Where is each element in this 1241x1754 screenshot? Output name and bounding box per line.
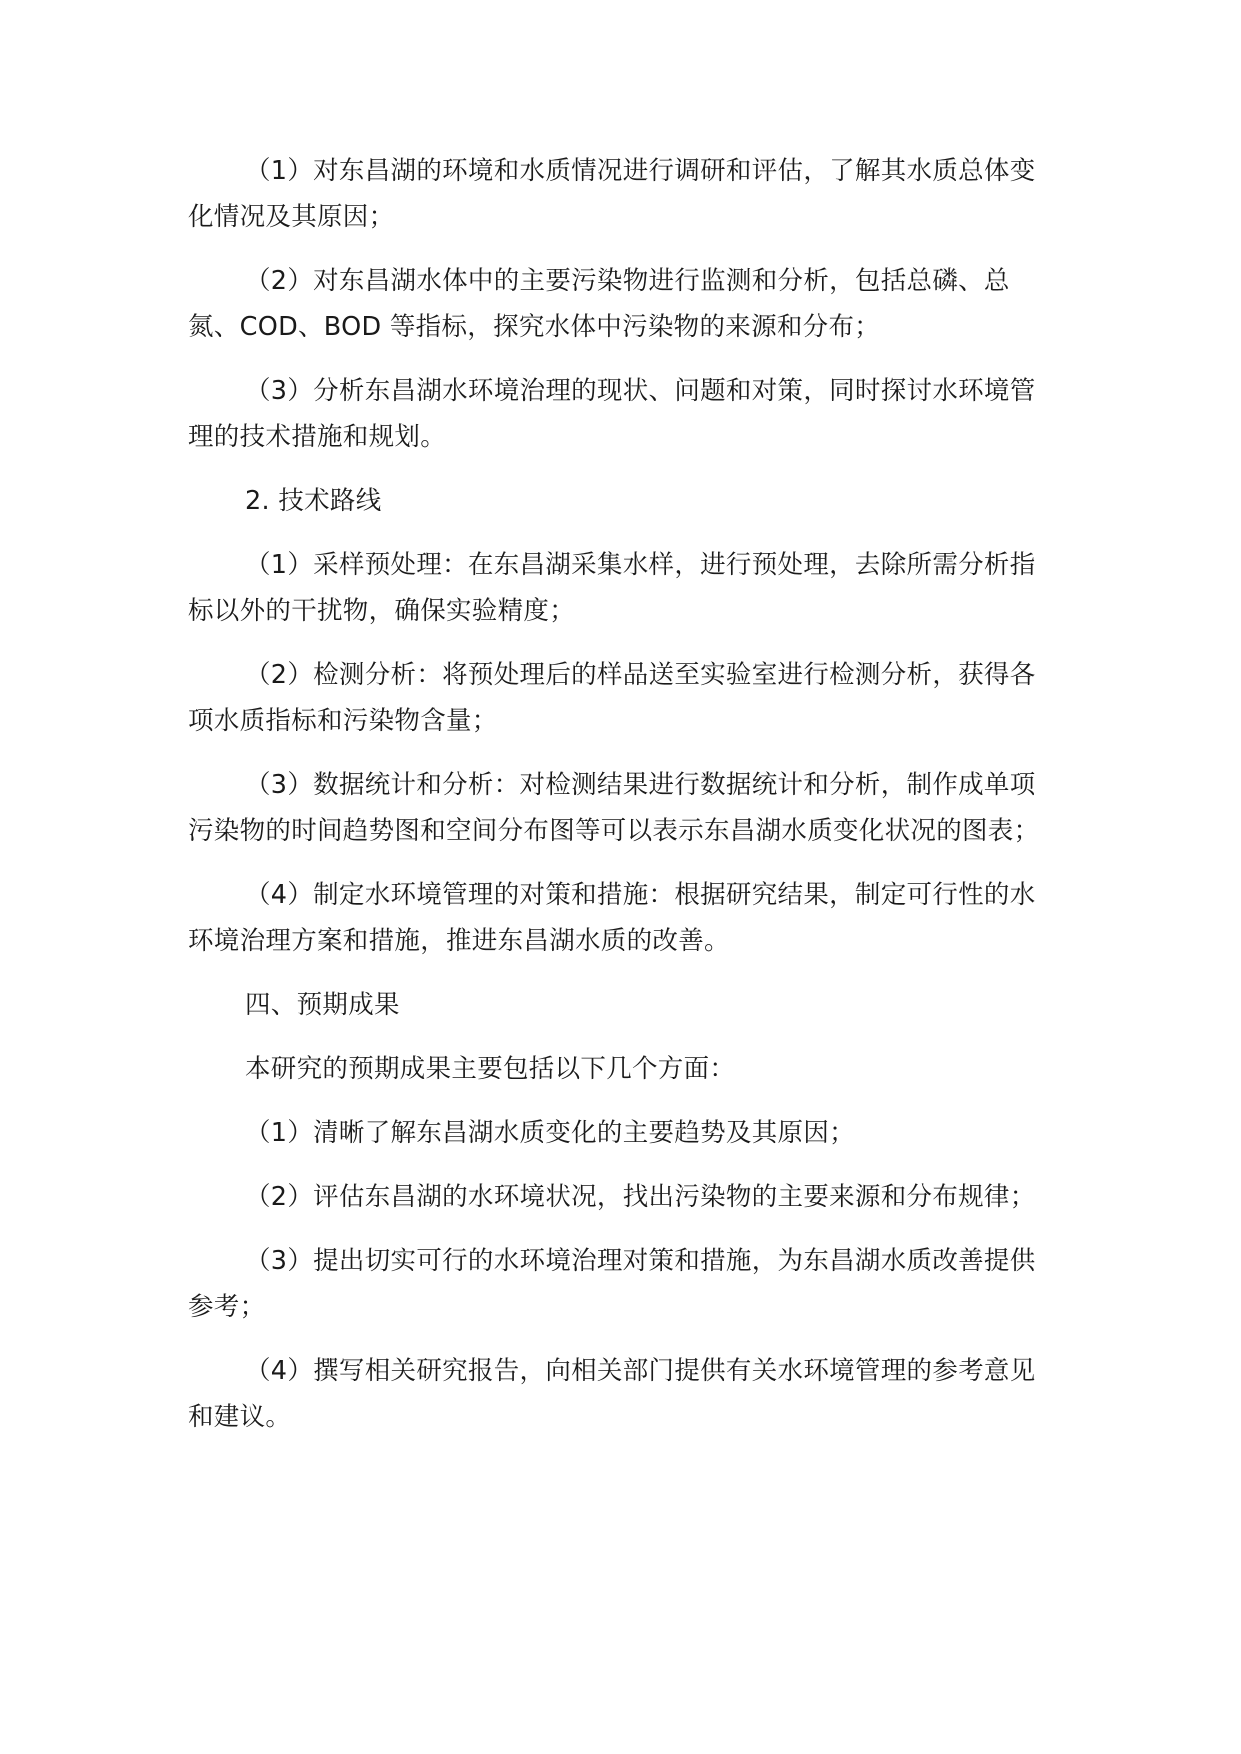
result-4-paragraph: （4）撰写相关研究报告，向相关部门提供有关水环境管理的参考意见和建议。 — [188, 1356, 1036, 1432]
route-step-1-paragraph: （1）采样预处理：在东昌湖采集水样，进行预处理，去除所需分析指标以外的干扰物，确保实验精度； — [188, 550, 1036, 626]
objective-2-paragraph: （2）对东昌湖水体中的主要污染物进行监测和分析，包括总磷、总氮、COD、BOD 等指标，探究水体中污染物的来源和分布； — [188, 266, 1010, 342]
result-2-paragraph: （2）评估东昌湖的水环境状况，找出污染物的主要来源和分布规律； — [245, 1182, 1036, 1212]
result-3-paragraph: （3）提出切实可行的水环境治理对策和措施，为东昌湖水质改善提供参考； — [188, 1246, 1036, 1322]
objective-3-paragraph: （3）分析东昌湖水环境治理的现状、问题和对策，同时探讨水环境管理的技术措施和规划。 — [188, 376, 1036, 452]
section-heading-expected-results: 四、预期成果 — [245, 990, 400, 1020]
route-step-2-paragraph: （2）检测分析：将预处理后的样品送至实验室进行检测分析，获得各项水质指标和污染物含量； — [188, 660, 1036, 736]
expected-results-intro: 本研究的预期成果主要包括以下几个方面： — [245, 1054, 736, 1084]
document-page — [188, 148, 1056, 1440]
result-1-paragraph: （1）清晰了解东昌湖水质变化的主要趋势及其原因； — [245, 1118, 855, 1148]
route-step-4-paragraph: （4）制定水环境管理的对策和措施：根据研究结果，制定可行性的水环境治理方案和措施，推进东昌湖水质的改善。 — [188, 880, 1036, 956]
objective-1-paragraph: （1）对东昌湖的环境和水质情况进行调研和评估，了解其水质总体变化情况及其原因； — [188, 156, 1036, 232]
route-step-3-paragraph: （3）数据统计和分析：对检测结果进行数据统计和分析，制作成单项污染物的时间趋势图和空间分布图等可以表示东昌湖水质变化状况的图表； — [188, 770, 1040, 846]
section-heading-technical-route: 2. 技术路线 — [245, 486, 382, 516]
